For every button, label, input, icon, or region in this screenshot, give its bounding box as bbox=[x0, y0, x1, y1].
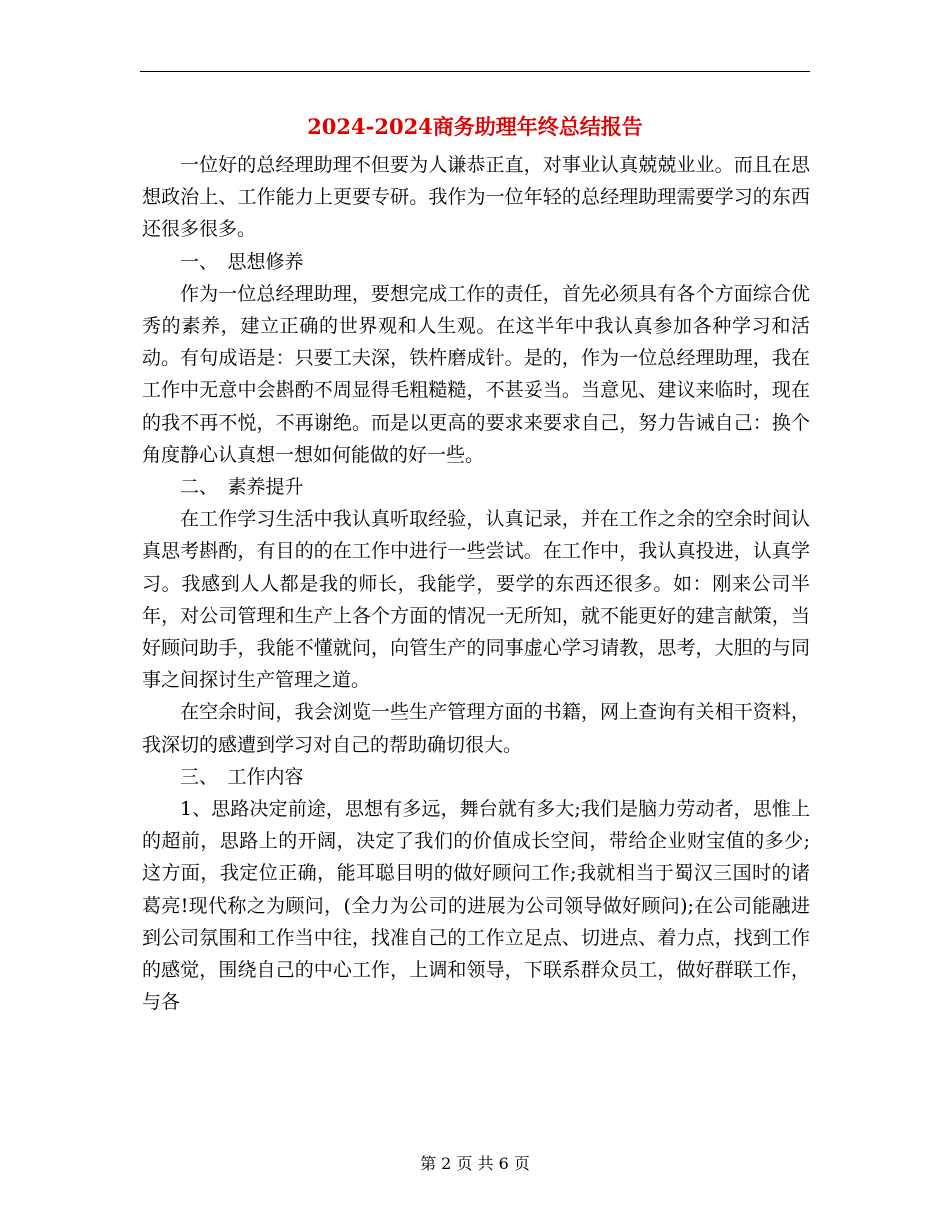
paragraph-section-2b: 在空余时间，我会浏览一些生产管理方面的书籍，网上查询有关相干资料，我深切的感遭到学习对自己的帮助确切很大。 bbox=[142, 701, 810, 756]
paragraph-intro: 一位好的总经理助理不但要为人谦恭正直，对事业认真兢兢业业。而且在思想政治上、工作能力上更要专研。我作为一位年轻的总经理助理需要学习的东西还很多很多。 bbox=[142, 154, 810, 241]
section-heading-3: 三、 工作内容 bbox=[180, 765, 304, 788]
document-body bbox=[142, 149, 810, 1018]
paragraph-section-1: 作为一位总经理助理，要想完成工作的责任，首先必须具有各个方面综合优秀的素养，建立正确的世界观和人生观。在这半年中我认真参加各种学习和活动。有句成语是：只要工夫深，铁杵磨成针。是的，作为一位总经理助理，我在工作中无意中会斟酌不周显得毛粗糙糙，不甚妥当。当意见、建议来临时，现在的我不再不悦，不再谢绝。而是以更高的要求来要求自己，努力告诫自己：换个角度静心认真想一想如何能做的好一些。 bbox=[142, 282, 810, 466]
document-title: 2024-2024商务助理年终总结报告 bbox=[307, 114, 643, 139]
header-rule bbox=[140, 71, 810, 72]
section-heading-1: 一、 思想修养 bbox=[180, 250, 304, 273]
paragraph-section-2a: 在工作学习生活中我认真听取经验，认真记录，并在工作之余的空余时间认真思考斟酌，有目的的在工作中进行一些尝试。在工作中，我认真投进，认真学习。我感到人人都是我的师长，我能学，要学的东西还很多。如：刚来公司半年，对公司管理和生产上各个方面的情况一无所知，就不能更好的建言献策，当好顾问助手，我能不懂就问，向管生产的同事虚心学习请教，思考，大胆的与同事之间探讨生产管理之道。 bbox=[142, 508, 810, 692]
page-number-footer: 第 2 页 共 6 页 bbox=[420, 1154, 530, 1173]
paragraph-section-3: 1、思路决定前途，思想有多远，舞台就有多大;我们是脑力劳动者，思惟上的超前，思路上的开阔，决定了我们的价值成长空间，带给企业财宝值的多少;这方面，我定位正确，能耳聪目明的做好顾问工作;我就相当于蜀汉三国时的诸葛亮!现代称之为顾问，(全力为公司的进展为公司领导做好顾问);在公司能融进到公司氛围和工作当中往，找准自己的工作立足点、切进点、着力点，找到工作的感觉，围绕自己的中心工作，上调和领导，下联系群众员工，做好群联工作，与各 bbox=[142, 798, 810, 1014]
section-heading-2: 二、 素养提升 bbox=[180, 476, 304, 499]
